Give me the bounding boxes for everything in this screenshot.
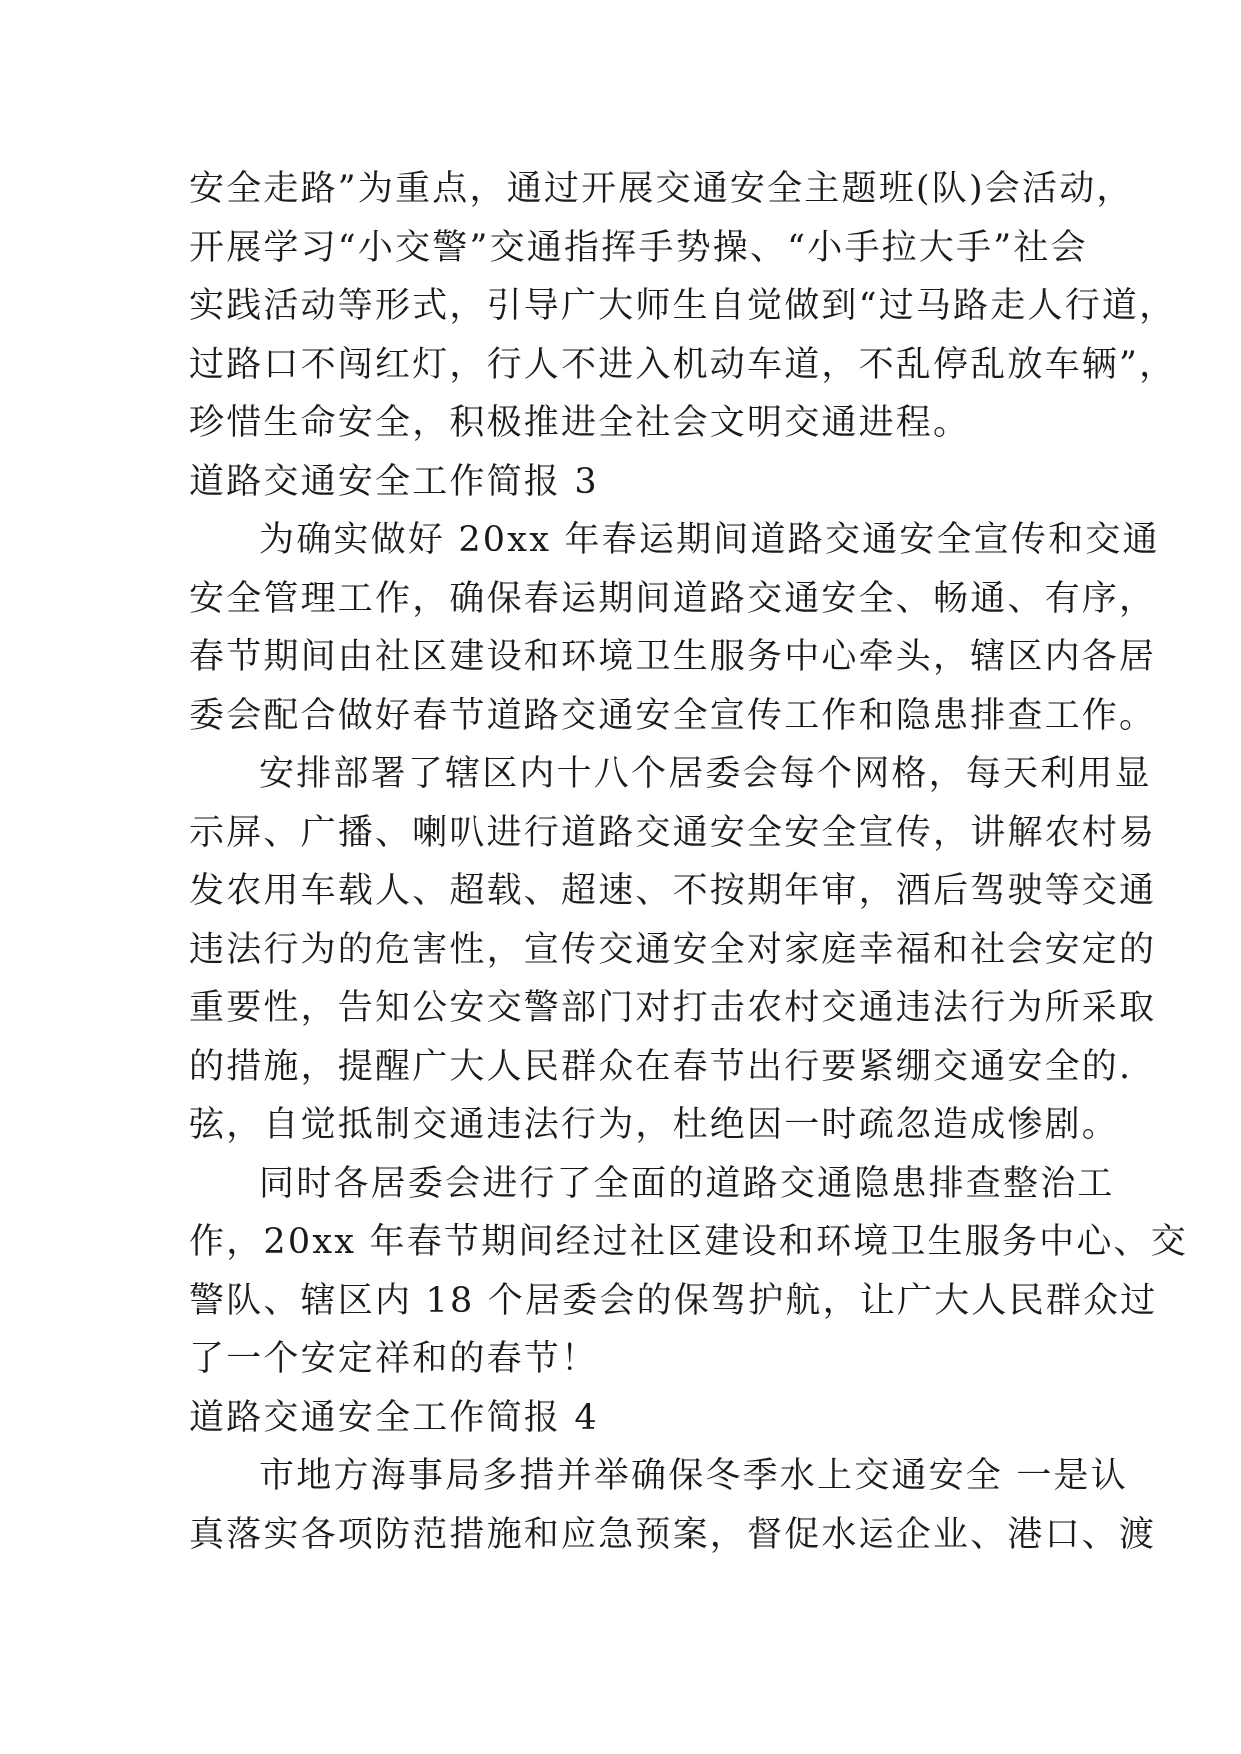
paragraph-first-line: 同时各居委会进行了全面的道路交通隐患排查整治工: [259, 1163, 1115, 1204]
text-line: 弦，自觉抵制交通违法行为，杜绝因一时疏忽造成惨剧。: [189, 1105, 1120, 1145]
text-line: 珍惜生命安全，积极推进全社会文明交通进程。: [189, 403, 971, 443]
paragraph-first-line: 市地方海事局多措并举确保冬季水上交通安全 一是认: [259, 1456, 1128, 1496]
text-line: 过路口不闯红灯，行人不进入机动车道，不乱停乱放车辆”，: [189, 344, 1177, 385]
document-body: [189, 160, 1188, 1564]
text-line: 示屏、广播、喇叭进行道路交通安全安全宣传，讲解农村易: [189, 812, 1157, 853]
text-line: 开展学习“小交警”交通指挥手势操、“小手拉大手”社会: [189, 227, 1088, 268]
text-line: 安全管理工作，确保春运期间道路交通安全、畅通、有序，: [189, 578, 1157, 619]
text-line: 发农用车载人、超载、超速、不按期年审，酒后驾驶等交通: [189, 871, 1157, 911]
section-heading: 道路交通安全工作简报 3: [189, 461, 599, 502]
text-line: 了一个安定祥和的春节！: [189, 1339, 599, 1379]
text-line: 作，20xx 年春节期间经过社区建设和环境卫生服务中心、交: [189, 1222, 1188, 1262]
text-line: 委会配合做好春节道路交通安全宣传工作和隐患排查工作。: [189, 695, 1157, 736]
text-line: 重要性，告知公安交警部门对打击农村交通违法行为所采取: [189, 988, 1157, 1028]
text-line: 真落实各项防范措施和应急预案，督促水运企业、港口、渡: [189, 1514, 1157, 1555]
text-line: 警队、辖区内 18 个居委会的保驾护航，让广大人民群众过: [189, 1280, 1158, 1321]
paragraph-first-line: 安排部署了辖区内十八个居委会每个网格，每天利用显: [259, 754, 1152, 794]
paragraph-first-line: 为确实做好 20xx 年春运期间道路交通安全宣传和交通: [259, 520, 1160, 560]
text-line: 安全走路”为重点，通过开展交通安全主题班(队)会活动，: [189, 169, 1134, 209]
text-line: 违法行为的危害性，宣传交通安全对家庭幸福和社会安定的: [189, 929, 1157, 970]
text-line: 实践活动等形式，引导广大师生自觉做到“过马路走人行道，: [189, 286, 1177, 326]
text-line: 的措施，提醒广大人民群众在春节出行要紧绷交通安全的.: [189, 1046, 1133, 1087]
section-heading: 道路交通安全工作简报 4: [189, 1397, 599, 1438]
text-line: 春节期间由社区建设和环境卫生服务中心牵头，辖区内各居: [189, 637, 1157, 677]
